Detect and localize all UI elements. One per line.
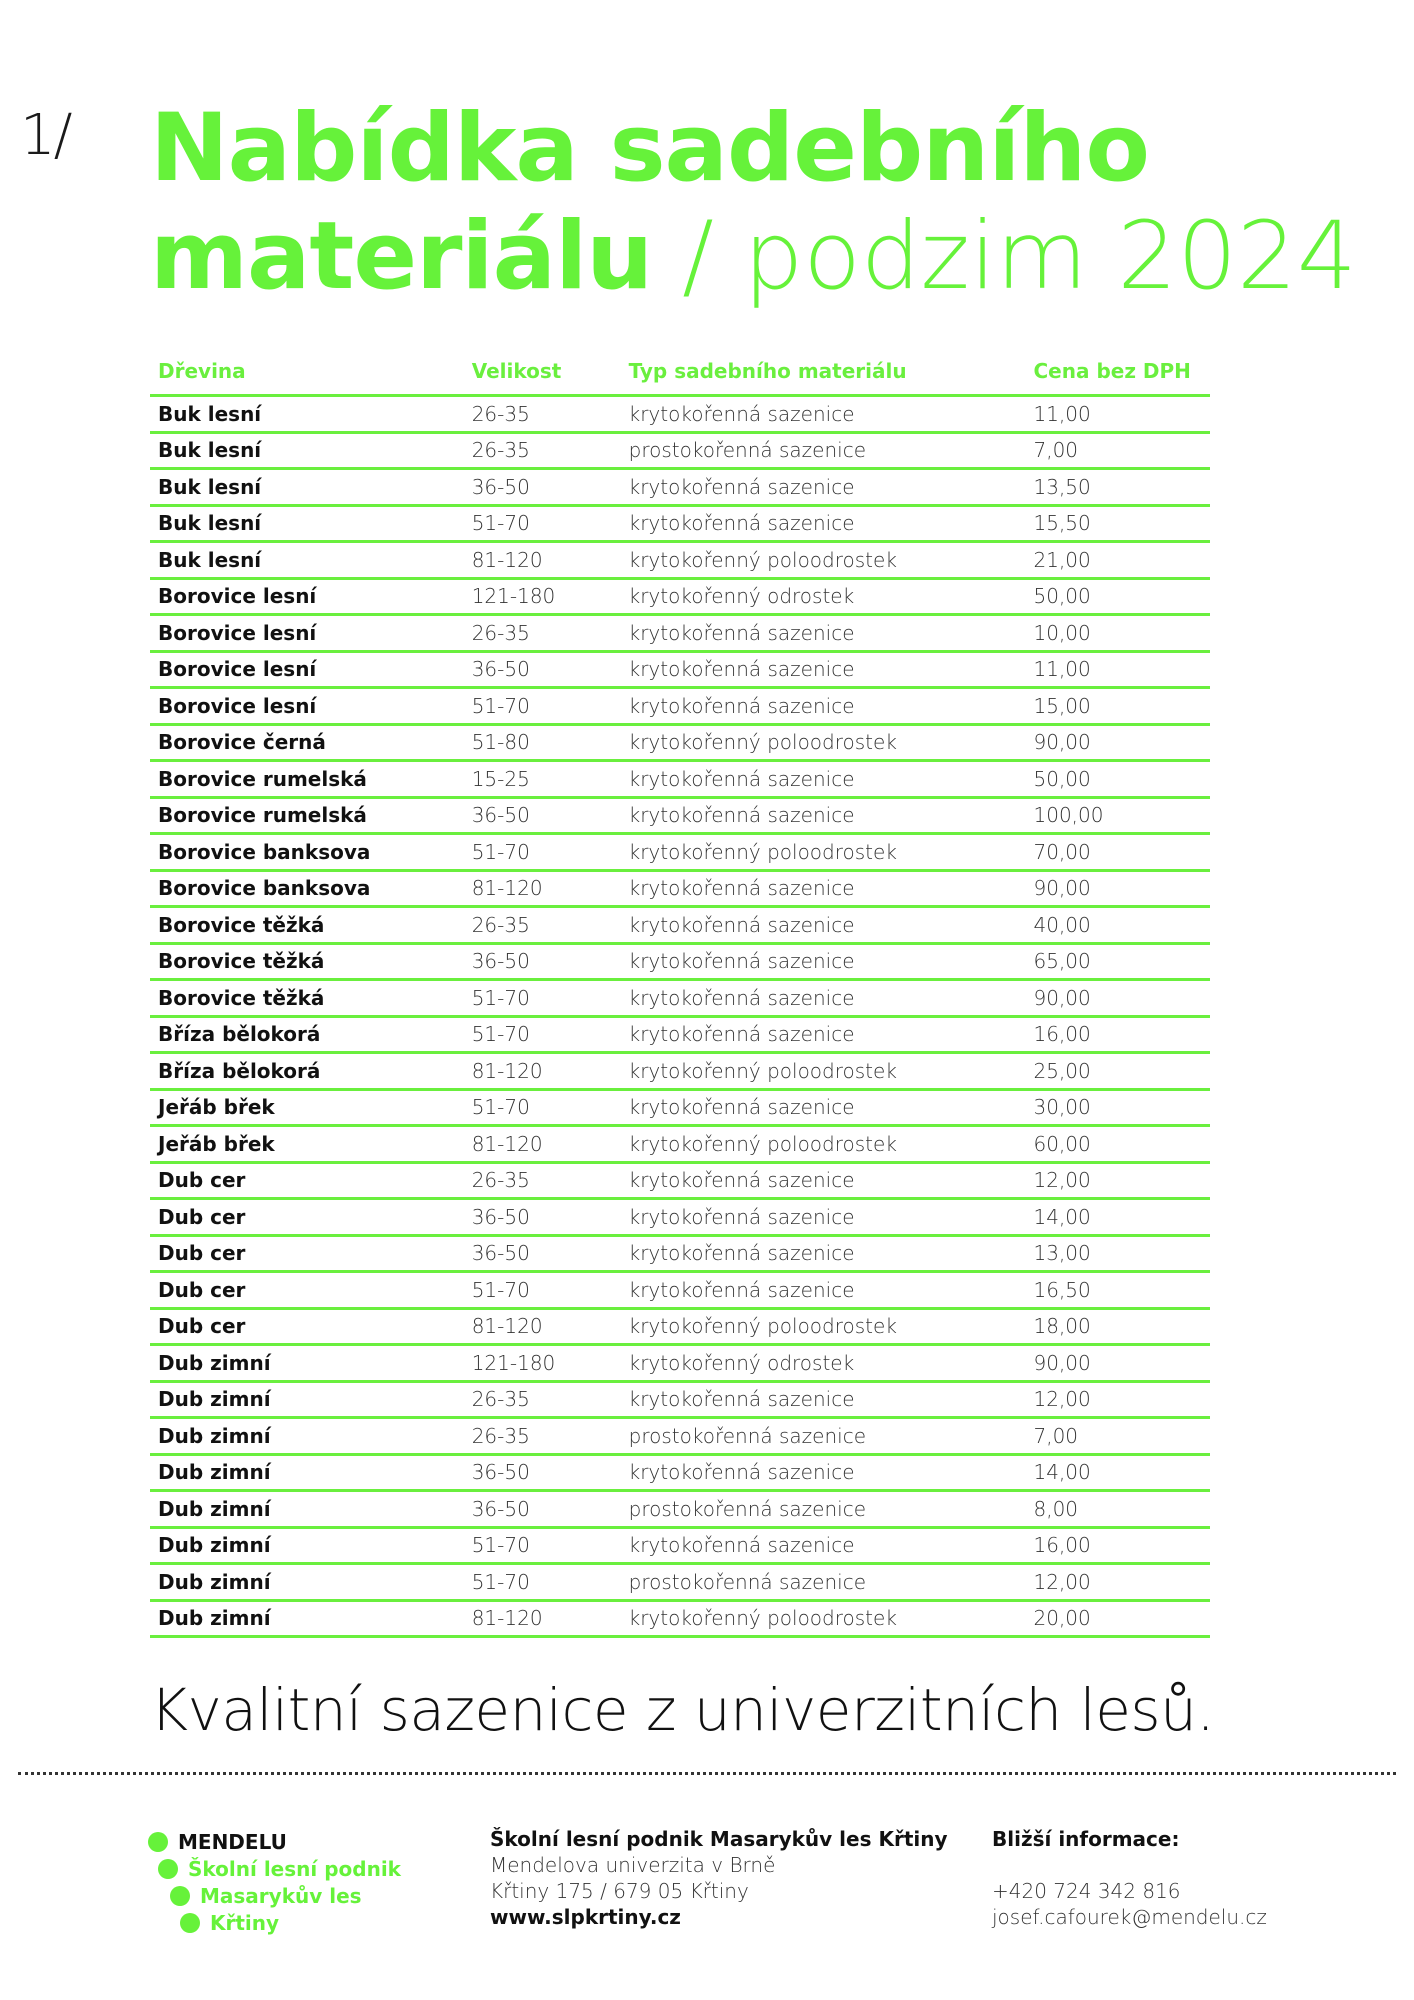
title-season: / podzim 2024 (652, 202, 1357, 311)
cell-price: 60,00 (1026, 1126, 1211, 1163)
cell-size: 81-120 (464, 1308, 621, 1345)
cell-price: 25,00 (1026, 1053, 1211, 1090)
table-row (150, 761, 1210, 798)
cell-material-type: krytokořenná sazenice (621, 1235, 1026, 1272)
cell-material-type: krytokořenný odrostek (621, 1345, 1026, 1382)
cell-material-type: krytokořenná sazenice (621, 797, 1026, 834)
cell-material-type: krytokořenná sazenice (621, 1454, 1026, 1491)
cell-price: 90,00 (1026, 980, 1211, 1017)
cell-material-type: krytokořenná sazenice (621, 907, 1026, 944)
logo-text-school: Školní lesní podnik (188, 1856, 401, 1881)
cell-species: Dub zimní (150, 1345, 464, 1382)
cell-species: Borovice těžká (150, 943, 464, 980)
cell-species: Borovice banksova (150, 834, 464, 871)
organization-info (490, 1826, 948, 1930)
cell-material-type: krytokořenná sazenice (621, 396, 1026, 433)
cell-material-type: krytokořenná sazenice (621, 615, 1026, 652)
cell-size: 26-35 (464, 1381, 621, 1418)
cell-price: 21,00 (1026, 542, 1211, 579)
cell-material-type: krytokořenný poloodrostek (621, 724, 1026, 761)
cell-size: 51-70 (464, 1272, 621, 1309)
website-link[interactable]: www.slpkrtiny.cz (490, 1905, 681, 1929)
table-row (150, 578, 1210, 615)
cell-material-type: krytokořenná sazenice (621, 1272, 1026, 1309)
cell-size: 36-50 (464, 1491, 621, 1528)
table-row (150, 1381, 1210, 1418)
cell-species: Borovice banksova (150, 870, 464, 907)
cell-species: Borovice lesní (150, 688, 464, 725)
cell-species: Borovice černá (150, 724, 464, 761)
cell-size: 26-35 (464, 396, 621, 433)
university-name: Mendelova univerzita v Brně (490, 1853, 776, 1877)
table-row (150, 1345, 1210, 1382)
cell-size: 26-35 (464, 432, 621, 469)
page-number: 1/ (20, 103, 71, 168)
cell-price: 11,00 (1026, 396, 1211, 433)
cell-size: 26-35 (464, 1162, 621, 1199)
cell-material-type: krytokořenná sazenice (621, 1162, 1026, 1199)
cell-species: Dub cer (150, 1199, 464, 1236)
cell-price: 16,50 (1026, 1272, 1211, 1309)
cell-material-type: krytokořenná sazenice (621, 1527, 1026, 1564)
cell-price: 65,00 (1026, 943, 1211, 980)
table-row (150, 797, 1210, 834)
cell-size: 51-70 (464, 1016, 621, 1053)
cell-price: 7,00 (1026, 432, 1211, 469)
cell-species: Buk lesní (150, 469, 464, 506)
cell-size: 81-120 (464, 870, 621, 907)
cell-price: 7,00 (1026, 1418, 1211, 1455)
table-row (150, 1089, 1210, 1126)
cell-species: Jeřáb břek (150, 1089, 464, 1126)
cell-size: 26-35 (464, 1418, 621, 1455)
logo-dot-icon (158, 1859, 178, 1879)
table-row (150, 1600, 1210, 1637)
cell-size: 36-50 (464, 1235, 621, 1272)
cell-species: Buk lesní (150, 396, 464, 433)
cell-size: 15-25 (464, 761, 621, 798)
cell-size: 121-180 (464, 578, 621, 615)
cell-species: Buk lesní (150, 542, 464, 579)
cell-price: 10,00 (1026, 615, 1211, 652)
mendelu-logo (148, 1828, 401, 1936)
table-row (150, 980, 1210, 1017)
cell-price: 11,00 (1026, 651, 1211, 688)
logo-row-mendelu (148, 1828, 401, 1855)
logo-dot-icon (170, 1886, 190, 1906)
cell-species: Dub zimní (150, 1491, 464, 1528)
cell-price: 70,00 (1026, 834, 1211, 871)
title-line-2 (150, 202, 1357, 311)
email-link[interactable]: josef.cafourek@mendelu.cz (992, 1905, 1267, 1929)
table-row (150, 724, 1210, 761)
cell-species: Dub zimní (150, 1454, 464, 1491)
logo-text-krtiny: Křtiny (210, 1910, 280, 1935)
cell-species: Buk lesní (150, 432, 464, 469)
table-body (150, 396, 1210, 1637)
cell-size: 36-50 (464, 797, 621, 834)
cell-material-type: krytokořenný poloodrostek (621, 1053, 1026, 1090)
cell-material-type: prostokořenná sazenice (621, 1418, 1026, 1455)
table-row (150, 615, 1210, 652)
cell-size: 121-180 (464, 1345, 621, 1382)
cell-size: 51-70 (464, 1089, 621, 1126)
cell-price: 20,00 (1026, 1600, 1211, 1637)
cell-material-type: krytokořenná sazenice (621, 943, 1026, 980)
cell-size: 51-70 (464, 980, 621, 1017)
table-row (150, 469, 1210, 506)
table-row (150, 1491, 1210, 1528)
logo-dot-icon (180, 1913, 200, 1933)
cell-size: 36-50 (464, 943, 621, 980)
title-bold-word: materiálu (150, 202, 653, 311)
cell-species: Borovice rumelská (150, 761, 464, 798)
table-row (150, 1418, 1210, 1455)
cell-price: 14,00 (1026, 1454, 1211, 1491)
table-row (150, 1308, 1210, 1345)
table-row (150, 1235, 1210, 1272)
table-row (150, 396, 1210, 433)
cell-material-type: krytokořenná sazenice (621, 469, 1026, 506)
table-row (150, 1199, 1210, 1236)
address: Křtiny 175 / 679 05 Křtiny (490, 1879, 749, 1903)
page-title (150, 94, 1357, 311)
cell-size: 36-50 (464, 1199, 621, 1236)
header-species: Dřevina (150, 348, 464, 396)
cell-species: Dub zimní (150, 1564, 464, 1601)
cell-price: 12,00 (1026, 1381, 1211, 1418)
cell-material-type: krytokořenná sazenice (621, 980, 1026, 1017)
cell-size: 51-70 (464, 834, 621, 871)
header-material-type: Typ sadebního materiálu (621, 348, 1026, 396)
cell-size: 51-70 (464, 688, 621, 725)
cell-price: 90,00 (1026, 870, 1211, 907)
cell-price: 8,00 (1026, 1491, 1211, 1528)
cell-material-type: krytokořenný poloodrostek (621, 1308, 1026, 1345)
cell-price: 15,50 (1026, 505, 1211, 542)
cell-material-type: krytokořenná sazenice (621, 1199, 1026, 1236)
cell-price: 12,00 (1026, 1564, 1211, 1601)
cell-size: 81-120 (464, 1053, 621, 1090)
cell-species: Borovice lesní (150, 651, 464, 688)
table-row (150, 1272, 1210, 1309)
cell-species: Buk lesní (150, 505, 464, 542)
cell-species: Jeřáb břek (150, 1126, 464, 1163)
cell-price: 18,00 (1026, 1308, 1211, 1345)
logo-row-krtiny (180, 1909, 401, 1936)
cell-material-type: krytokořenný poloodrostek (621, 1600, 1026, 1637)
logo-text-masaryk: Masarykův les (200, 1883, 362, 1908)
cell-price: 13,50 (1026, 469, 1211, 506)
cell-size: 51-70 (464, 505, 621, 542)
cell-species: Borovice rumelská (150, 797, 464, 834)
table-row (150, 432, 1210, 469)
table-row (150, 1564, 1210, 1601)
logo-dot-icon (148, 1832, 168, 1852)
cell-size: 36-50 (464, 469, 621, 506)
cell-price: 40,00 (1026, 907, 1211, 944)
cell-material-type: krytokořenný odrostek (621, 578, 1026, 615)
cell-size: 26-35 (464, 907, 621, 944)
table-row (150, 943, 1210, 980)
phone-number[interactable]: +420 724 342 816 (992, 1879, 1181, 1903)
cell-material-type: krytokořenný poloodrostek (621, 542, 1026, 579)
cell-size: 26-35 (464, 615, 621, 652)
cell-material-type: krytokořenná sazenice (621, 761, 1026, 798)
table-row (150, 834, 1210, 871)
table-row (150, 870, 1210, 907)
cell-price: 90,00 (1026, 724, 1211, 761)
cell-price: 15,00 (1026, 688, 1211, 725)
cell-size: 51-70 (464, 1564, 621, 1601)
cell-material-type: krytokořenný poloodrostek (621, 1126, 1026, 1163)
cell-species: Dub cer (150, 1162, 464, 1199)
table-row (150, 1162, 1210, 1199)
table-row (150, 1527, 1210, 1564)
cell-material-type: krytokořenná sazenice (621, 1016, 1026, 1053)
table-row (150, 1053, 1210, 1090)
cell-species: Dub zimní (150, 1381, 464, 1418)
table-row (150, 1016, 1210, 1053)
cell-size: 81-120 (464, 1126, 621, 1163)
cell-price: 90,00 (1026, 1345, 1211, 1382)
cell-size: 51-70 (464, 1527, 621, 1564)
cell-species: Dub cer (150, 1308, 464, 1345)
table-row (150, 505, 1210, 542)
cell-species: Dub cer (150, 1235, 464, 1272)
logo-row-masaryk (170, 1882, 401, 1909)
cell-material-type: krytokořenná sazenice (621, 1381, 1026, 1418)
cell-species: Dub cer (150, 1272, 464, 1309)
dotted-divider (18, 1772, 1396, 1775)
table-row (150, 542, 1210, 579)
cell-size: 81-120 (464, 1600, 621, 1637)
cell-price: 16,00 (1026, 1527, 1211, 1564)
title-line-1: Nabídka sadebního (150, 94, 1149, 203)
cell-material-type: prostokořenná sazenice (621, 1564, 1026, 1601)
cell-material-type: krytokořenný poloodrostek (621, 834, 1026, 871)
cell-price: 50,00 (1026, 761, 1211, 798)
logo-text-mendelu: MENDELU (178, 1829, 287, 1854)
cell-species: Borovice těžká (150, 907, 464, 944)
cell-species: Dub zimní (150, 1527, 464, 1564)
cell-price: 30,00 (1026, 1089, 1211, 1126)
cell-species: Bříza bělokorá (150, 1016, 464, 1053)
cell-species: Borovice lesní (150, 578, 464, 615)
cell-material-type: prostokořenná sazenice (621, 1491, 1026, 1528)
table-row (150, 1454, 1210, 1491)
table-row (150, 688, 1210, 725)
cell-species: Borovice lesní (150, 615, 464, 652)
cell-material-type: krytokořenná sazenice (621, 870, 1026, 907)
cell-size: 51-80 (464, 724, 621, 761)
table-header-row (150, 348, 1210, 396)
cell-species: Dub zimní (150, 1418, 464, 1455)
organization-name: Školní lesní podnik Masarykův les Křtiny (490, 1827, 948, 1851)
cell-price: 13,00 (1026, 1235, 1211, 1272)
table-row (150, 907, 1210, 944)
table-row (150, 651, 1210, 688)
contact-heading: Bližší informace: (992, 1827, 1180, 1851)
logo-row-school (158, 1855, 401, 1882)
cell-price: 16,00 (1026, 1016, 1211, 1053)
header-size: Velikost (464, 348, 621, 396)
cell-price: 100,00 (1026, 797, 1211, 834)
cell-size: 36-50 (464, 651, 621, 688)
cell-price: 14,00 (1026, 1199, 1211, 1236)
table-row (150, 1126, 1210, 1163)
cell-material-type: krytokořenná sazenice (621, 651, 1026, 688)
cell-species: Bříza bělokorá (150, 1053, 464, 1090)
cell-species: Borovice těžká (150, 980, 464, 1017)
cell-material-type: krytokořenná sazenice (621, 505, 1026, 542)
contact-spacer (992, 1852, 1267, 1878)
cell-material-type: krytokořenná sazenice (621, 688, 1026, 725)
header-price: Cena bez DPH (1026, 348, 1211, 396)
cell-material-type: krytokořenná sazenice (621, 1089, 1026, 1126)
cell-price: 50,00 (1026, 578, 1211, 615)
tagline: Kvalitní sazenice z univerzitních lesů. (150, 1676, 1215, 1744)
cell-price: 12,00 (1026, 1162, 1211, 1199)
contact-info (992, 1826, 1267, 1930)
cell-size: 36-50 (464, 1454, 621, 1491)
cell-material-type: prostokořenná sazenice (621, 432, 1026, 469)
cell-species: Dub zimní (150, 1600, 464, 1637)
price-table (150, 348, 1210, 1638)
cell-size: 81-120 (464, 542, 621, 579)
